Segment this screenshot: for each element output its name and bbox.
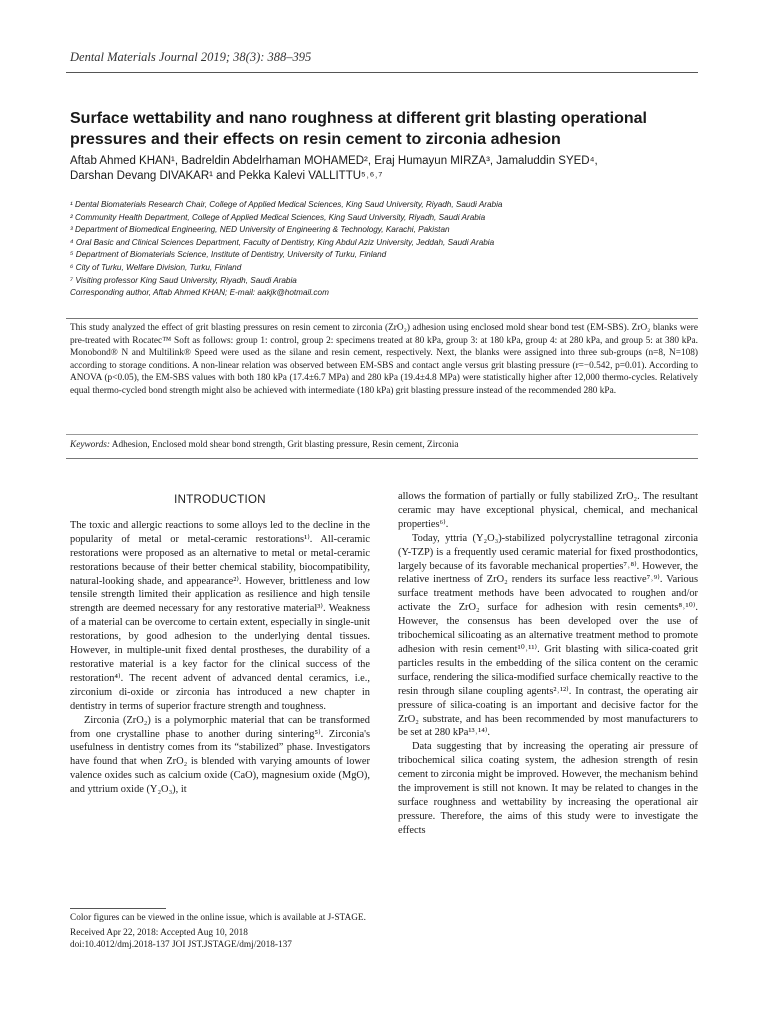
abstract-bottom-divider <box>66 458 698 459</box>
author-line-1: Aftab Ahmed KHAN¹, Badreldin Abdelrhaman MOHAMED², Eraj Humayun MIRZA³, Jamaluddin SYED⁴, <box>70 155 598 167</box>
affiliation-3: ³ Department of Biomedical Engineering, NED University of Engineering & Technology, Karachi, Pakistan <box>70 225 450 235</box>
author-list <box>70 154 710 184</box>
affiliation-2: ² Community Health Department, College of Applied Medical Sciences, King Saud University, Riyadh, Saudi Arabia <box>70 212 486 222</box>
abstract-top-divider <box>66 318 698 319</box>
affiliation-1: ¹ Dental Biomaterials Research Chair, College of Applied Medical Sciences, King Saud University, Riyadh, Saudi Arabia <box>70 200 503 209</box>
keywords <box>70 439 698 452</box>
intro-paragraph-2: Zirconia (ZrO₂) is a polymorphic material that can be transformed from one crystalline phase to another during sintering⁵⁾. Zirconia's usefulness in dentistry comes from its “stabilized” phase. Investigators have found that when ZrO₂ is blended with varying amounts of lower valence oxides such as calcium oxide (CaO), magnesium oxide (MgO), and yttrium oxide (Y₂O₃), it <box>70 714 370 796</box>
affiliation-5: ⁵ Department of Biomaterials Science, Institute of Dentistry, University of Turku, Finland <box>70 250 387 260</box>
affiliation-4: ⁴ Oral Basic and Clinical Sciences Department, Faculty of Dentistry, King Abdul Aziz University, Jeddah, Saudi Arabia <box>70 237 495 247</box>
keywords-label: Keywords: <box>70 440 110 450</box>
intro-paragraph-5: Data suggesting that by increasing the operating air pressure of tribochemical silica coating system, the adhesion strength of resin cement to zirconia might be improved. However, the mechanism behind the improvement is still not known. It may be related to changes in the surface roughness and wettability by increasing the operational air pressure. Therefore, the aims of this study were to investigate the effects <box>398 741 698 836</box>
header-divider <box>66 72 698 73</box>
abstract: This study analyzed the effect of grit blasting pressures on resin cement to zirconia (ZrO₂) adhesion using enclosed mold shear bond test (EM-SBS). ZrO₂ blanks were pre-treated with Rocatec™ Soft as follows: group 1: control, group 2: specimens treated at 80 kPa, group 3: at 180 kPa, group 4: at 280 kPa, and group 5: at 380 kPa. Monobond® N and Multilink® Speed were used as the silane and resin cement, respectively. Next, the blanks were assigned into three sub-groups (n=8, N=108) according to storage conditions. A non-linear relation was observed between EM-SBS and contact angle versus grit blasting pressure (r=−0.542, p=0.01). According to ANOVA (p<0.05), the EM-SBS values with both 180 kPa (17.4±6.7 MPa) and 280 kPa (19.4±4.8 MPa) were statistically higher after 12,000 thermo-cycles. Relatively equal thermo-cycled bond strength might also be achieved with intermediate (180 kPa) grit blasting pressure instead of the recommended 280 kPa. <box>70 323 698 396</box>
author-line-2: Darshan Devang DIVAKAR¹ and Pekka Kalevi VALLITTU⁵˒⁶˒⁷ <box>70 170 383 182</box>
right-column <box>398 490 698 838</box>
affiliation-7: ⁷ Visiting professor King Saud University, Riyadh, Saudi Arabia <box>70 275 297 285</box>
keywords-text: Adhesion, Enclosed mold shear bond strength, Grit blasting pressure, Resin cement, Zirconia <box>109 440 459 450</box>
affiliations <box>70 199 710 300</box>
received-accepted-dates: Received Apr 22, 2018: Accepted Aug 10, 2018 <box>70 927 248 938</box>
intro-paragraph-3: allows the formation of partially or fully stabilized ZrO₂. The resultant ceramic may have exceptional physical, chemical, and mechanical properties⁶⁾. <box>398 491 698 530</box>
affiliation-6: ⁶ City of Turku, Welfare Division, Turku, Finland <box>70 262 242 272</box>
abstract-mid-divider <box>66 434 698 435</box>
intro-paragraph-4: Today, yttria (Y₂O₃)-stabilized polycrystalline tetragonal zirconia (Y-TZP) is a frequently used ceramic material for fixed prosthodontics, largely because of its favorable mechanical properties⁷˒⁸⁾. However, the relative inertness of ZrO₂ renders its surface less reactive⁷˒⁹⁾. Various surface treatment methods have been advocated to roughen and/or activate the ZrO₂ surface for adhesion with resin cements⁸˒¹⁰⁾. However, the consensus has been developed over the use of tribochemical silicoating as an alternative treatment method to promote adhesion with resin cement¹⁰˒¹¹⁾. Grit blasting with silica-coated grit particles results in the embedding of the silica content on the ceramic surface, rendering the silica-modified surface chemically reactive to the resin through silane coupling agents²˒¹²⁾. In contrast, the operating air pressure of silica-coating is an important and decisive factor for the ZrO₂ substrate, and has been recommended by most manufacturers to be set at 280 kPa¹³˒¹⁴⁾. <box>398 532 698 739</box>
doi-line: doi:10.4012/dmj.2018-137 JOI JST.JSTAGE/dmj/2018-137 <box>70 940 292 951</box>
intro-paragraph-1: The toxic and allergic reactions to some alloys led to the decline in the popularity of metal or metal-ceramic restorations¹⁾. All-ceramic restorations were proposed as an alternative to metal or metal-ceramic restorations because of their better chemical stability, biocompatibility, natural-looking shade, and appearance²⁾. However, brittleness and low tensile strength limited their application as resilience and high tensile strength are deemed necessary for any restorative material³⁾. Weakness of a material can be overcome to certain extent, especially in single-unit restorations, by good adhesion to the underlying dental tissues. However, in multiple-unit fixed dental prostheses, the durability of a restorative material is a key factor for the clinical success of the restoration⁴⁾. The recent advent of advanced dental ceramics, i.e., zirconium di-oxide or zirconia has introduced a new chapter in dentistry in terms of superior fracture strength and toughness. <box>70 519 370 712</box>
article-title: Surface wettability and nano roughness at different grit blasting operational pressures and their effects on resin cement to zirconia adhesion <box>70 110 647 148</box>
journal-header: Dental Materials Journal 2019; 38(3): 388–395 <box>70 50 312 64</box>
section-heading: INTRODUCTION <box>174 494 266 506</box>
corresponding-author: Corresponding author, Aftab Ahmed KHAN; E-mail: aakjk@hotmail.com <box>70 288 329 298</box>
footnote-divider <box>70 908 166 909</box>
left-column <box>70 490 370 797</box>
color-figures-note: Color figures can be viewed in the online issue, which is available at J-STAGE. <box>70 913 366 923</box>
footnotes <box>70 912 370 952</box>
